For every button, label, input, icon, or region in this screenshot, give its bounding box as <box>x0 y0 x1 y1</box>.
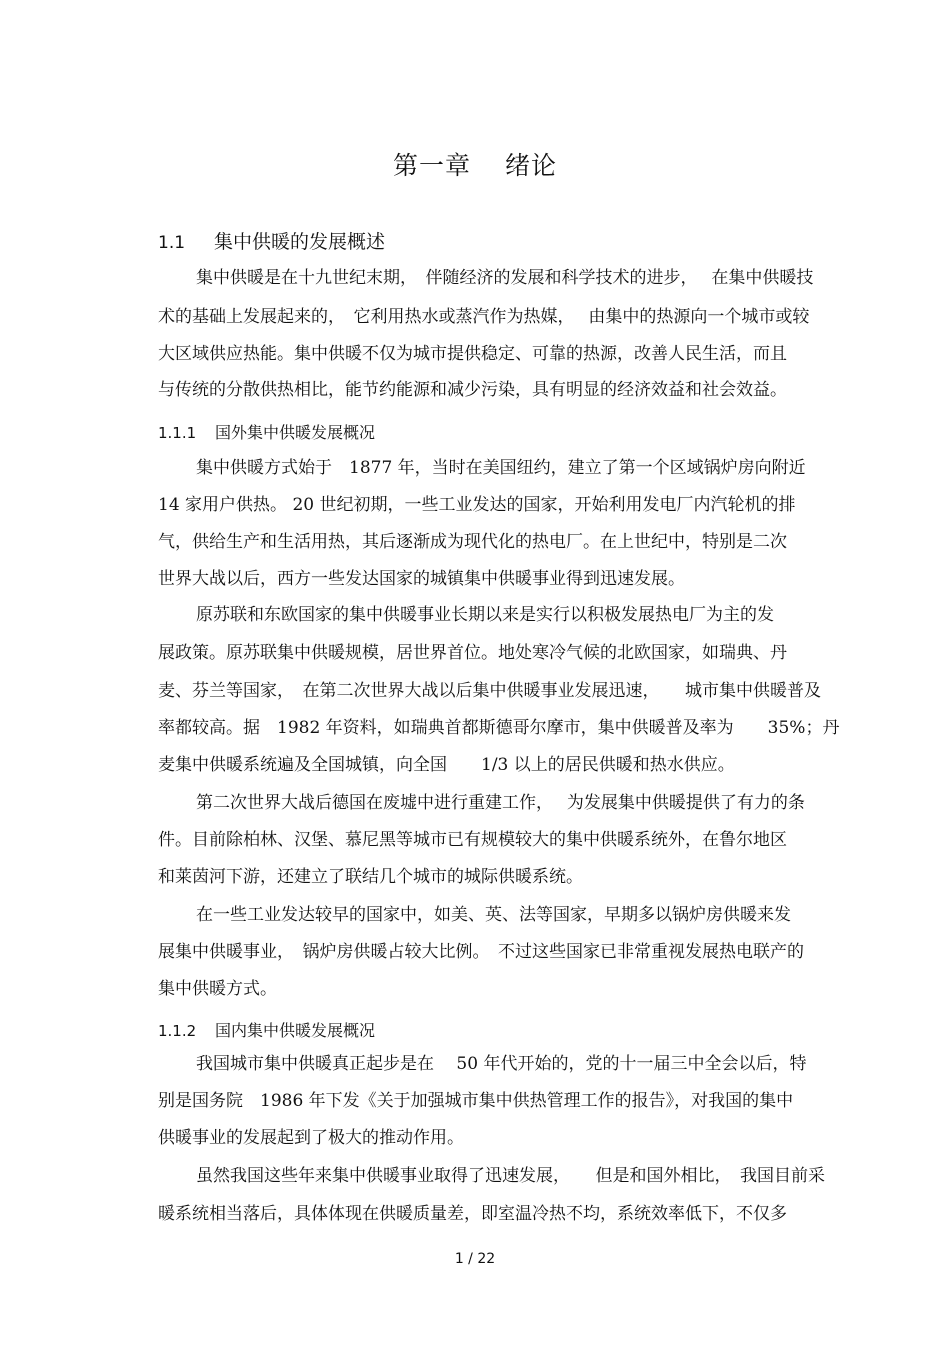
paragraph-7-line: 虽然我国这些年来集中供暖事业取得了迅速发展， 但是和国外相比， 我国目前采 <box>196 1166 825 1186</box>
section-heading-1-1-2 <box>158 1018 375 1041</box>
paragraph-1-line: 术的基础上发展起来的， 它利用热水或蒸汽作为热媒， 由集中的热源向一个城市或较 <box>158 307 810 327</box>
paragraph-3-line: 率都较高。据 1982 年资料，如瑞典首都斯德哥尔摩市，集中供暖普及率为 35%；丹 <box>158 718 840 738</box>
section-number: 1.1 <box>158 233 186 253</box>
paragraph-5-line: 在一些工业发达较早的国家中，如美、英、法等国家，早期多以锅炉房供暖来发 <box>196 905 791 925</box>
paragraph-3-line: 展政策。原苏联集中供暖规模，居世界首位。地处寒冷气候的北欧国家，如瑞典、丹 <box>158 643 787 663</box>
paragraph-2-line: 世界大战以后，西方一些发达国家的城镇集中供暖事业得到迅速发展。 <box>158 569 685 589</box>
chapter-name: 绪论 <box>505 151 558 180</box>
paragraph-5-line: 展集中供暖事业， 锅炉房供暖占较大比例。 不过这些国家已非常重视发展热电联产的 <box>158 942 804 962</box>
section-title: 集中供暖的发展概述 <box>214 231 386 253</box>
paragraph-3-line: 麦集中供暖系统遍及全国城镇，向全国 1/3 以上的居民供暖和热水供应。 <box>158 755 735 775</box>
paragraph-4-line: 和莱茵河下游，还建立了联结几个城市的城际供暖系统。 <box>158 867 583 887</box>
paragraph-1-line: 大区域供应热能。集中供暖不仅为城市提供稳定、可靠的热源，改善人民生活，而且 <box>158 344 787 364</box>
paragraph-7-line: 暖系统相当落后，具体体现在供暖质量差，即室温冷热不均，系统效率低下，不仅多 <box>158 1204 787 1224</box>
paragraph-1-line: 与传统的分散供热相比，能节约能源和减少污染，具有明显的经济效益和社会效益。 <box>158 380 787 400</box>
paragraph-2-line: 14 家用户供热。 20 世纪初期，一些工业发达的国家，开始利用发电厂内汽轮机的排 <box>158 495 796 515</box>
paragraph-5-line: 集中供暖方式。 <box>158 979 277 999</box>
section-number: 1.1.1 <box>158 424 197 442</box>
section-number: 1.1.2 <box>158 1022 197 1040</box>
section-heading-1-1 <box>158 227 385 254</box>
paragraph-4-line: 件。目前除柏林、汉堡、慕尼黑等城市已有规模较大的集中供暖系统外，在鲁尔地区 <box>158 830 787 850</box>
paragraph-6-line: 我国城市集中供暖真正起步是在 50 年代开始的，党的十一届三中全会以后，特 <box>196 1054 807 1074</box>
page-number: 1 / 22 <box>454 1251 496 1267</box>
paragraph-3-line: 原苏联和东欧国家的集中供暖事业长期以来是实行以积极发展热电厂为主的发 <box>196 605 774 625</box>
section-title: 国外集中供暖发展概况 <box>215 423 376 442</box>
paragraph-6-line: 供暖事业的发展起到了极大的推动作用。 <box>158 1128 464 1148</box>
paragraph-3-line: 麦、芬兰等国家， 在第二次世界大战以后集中供暖事业发展迅速， 城市集中供暖普及 <box>158 681 821 701</box>
paragraph-2-line: 气，供给生产和生活用热，其后逐渐成为现代化的热电厂。在上世纪中，特别是二次 <box>158 532 787 552</box>
paragraph-1-line: 集中供暖是在十九世纪末期， 伴随经济的发展和科学技术的进步， 在集中供暖技 <box>196 268 814 288</box>
paragraph-6-line: 别是国务院 1986 年下发《关于加强城市集中供热管理工作的报告》，对我国的集中 <box>158 1091 794 1111</box>
paragraph-4-line: 第二次世界大战后德国在废墟中进行重建工作， 为发展集中供暖提供了有力的条 <box>196 793 805 813</box>
chapter-title <box>0 146 950 182</box>
section-heading-1-1-1 <box>158 420 375 443</box>
section-title: 国内集中供暖发展概况 <box>215 1021 376 1040</box>
paragraph-2-line: 集中供暖方式始于 1877 年，当时在美国纽约，建立了第一个区域锅炉房向附近 <box>196 458 806 478</box>
chapter-number: 第一章 <box>392 151 471 180</box>
